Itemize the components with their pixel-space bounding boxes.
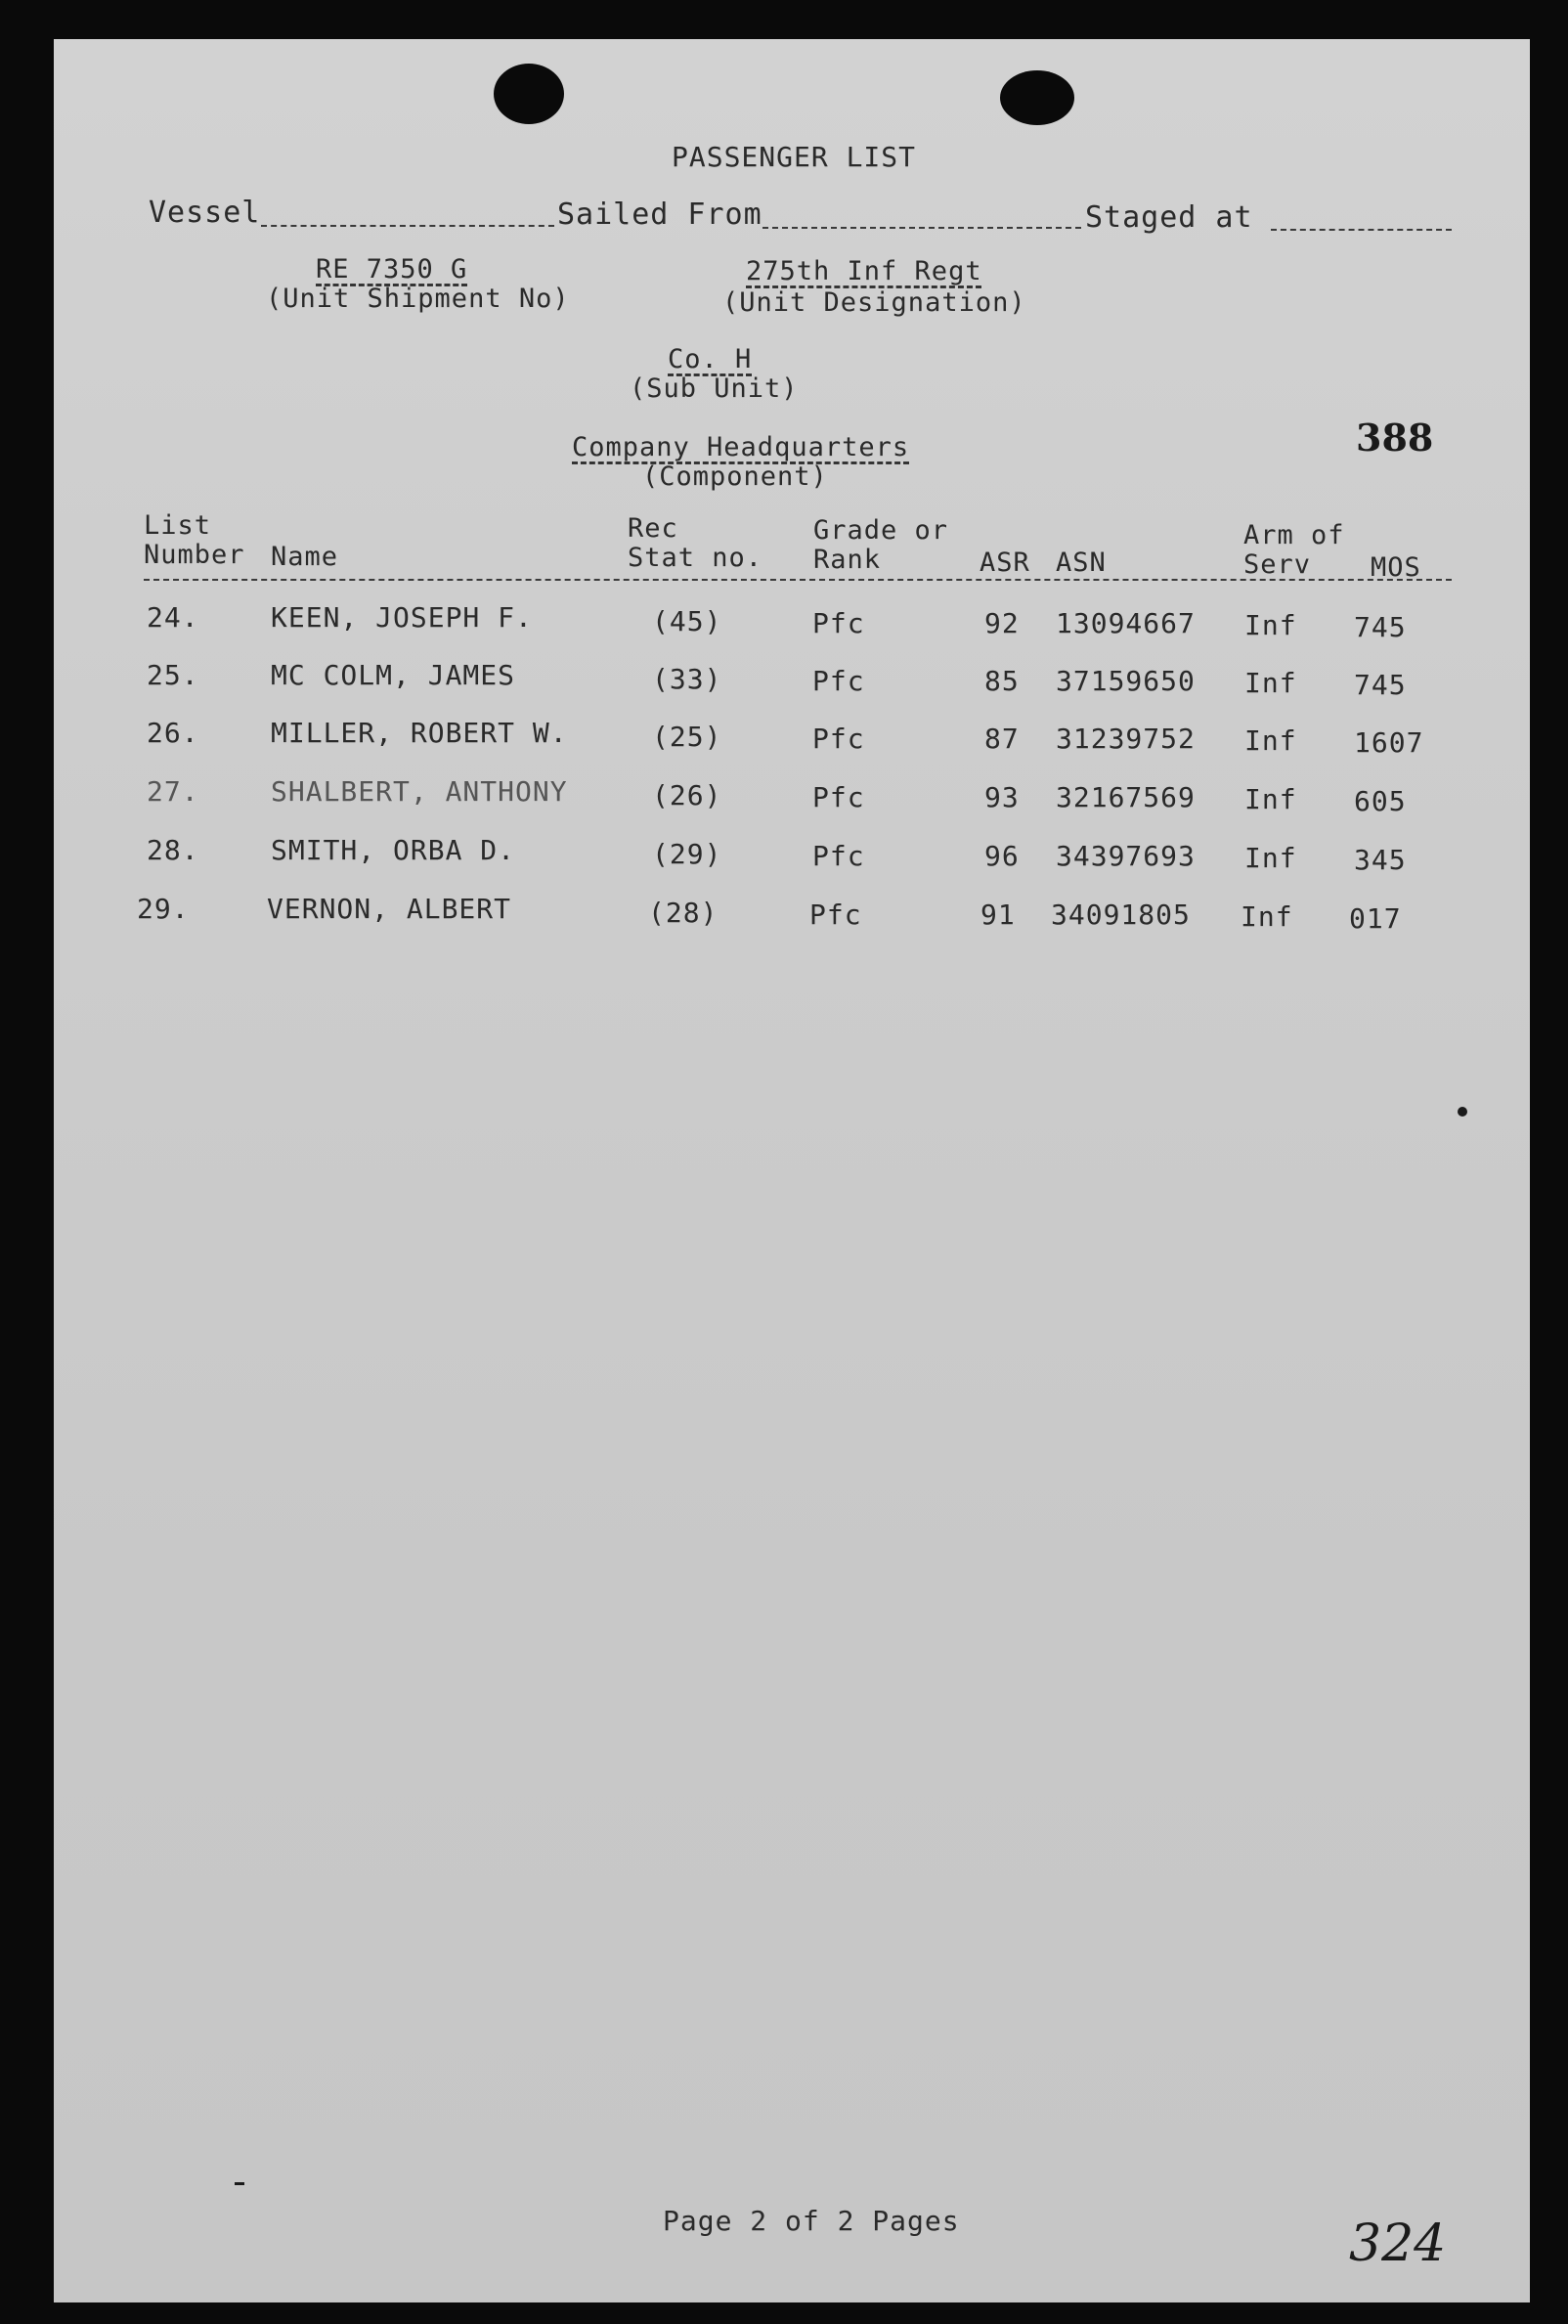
- unit-designation: 275th Inf Regt: [746, 256, 982, 286]
- row-asn: 13094667: [1056, 607, 1196, 639]
- row-mos: 345: [1354, 844, 1407, 876]
- row-mos: 745: [1354, 611, 1407, 643]
- handwritten-number: 324: [1349, 2214, 1447, 2273]
- row-mos: 1607: [1354, 726, 1424, 759]
- row-number: 28.: [147, 834, 199, 866]
- row-mos: 605: [1354, 785, 1407, 817]
- staged-at-field: [1271, 229, 1452, 231]
- row-arm: Inf: [1244, 609, 1297, 641]
- row-arm: Inf: [1244, 667, 1297, 699]
- row-asn: 31239752: [1056, 723, 1196, 755]
- unit-designation-caption: (Unit Designation): [722, 287, 1026, 318]
- row-asr: 91: [980, 899, 1016, 931]
- row-rec: (25): [652, 721, 722, 753]
- table-row: [54, 601, 1530, 643]
- header-rank: Rank: [813, 545, 882, 575]
- row-name: SHALBERT, ANTHONY: [271, 775, 568, 808]
- row-mos: 745: [1354, 669, 1407, 701]
- header-arm: Arm of: [1243, 520, 1345, 550]
- header-mos: MOS: [1371, 552, 1421, 583]
- row-mos: 017: [1349, 902, 1402, 935]
- row-asn: 34397693: [1056, 840, 1196, 872]
- row-asn: 34091805: [1051, 899, 1191, 931]
- row-name: SMITH, ORBA D.: [271, 834, 516, 866]
- row-grade: Pfc: [812, 781, 865, 813]
- component: Company Headquarters: [572, 432, 910, 462]
- row-rec: (45): [652, 605, 722, 637]
- header-stat-no: Stat no.: [628, 543, 763, 573]
- document-page: [54, 39, 1530, 2302]
- row-number: 26.: [147, 717, 199, 749]
- table-row: [54, 775, 1530, 817]
- header-asr: ASR: [980, 548, 1030, 578]
- unit-shipment-caption: (Unit Shipment No): [266, 284, 570, 314]
- row-rec: (29): [652, 838, 722, 870]
- row-number: 25.: [147, 659, 199, 691]
- row-grade: Pfc: [812, 723, 865, 755]
- row-name: VERNON, ALBERT: [267, 893, 512, 925]
- row-grade: Pfc: [812, 665, 865, 697]
- row-number: 27.: [147, 775, 199, 808]
- row-name: MILLER, ROBERT W.: [271, 717, 568, 749]
- punch-hole-right: [1000, 70, 1074, 125]
- row-arm: Inf: [1244, 842, 1297, 874]
- row-asr: 85: [984, 665, 1020, 697]
- header-rule: [144, 579, 1452, 581]
- vessel-field: [261, 225, 554, 227]
- row-name: MC COLM, JAMES: [271, 659, 516, 691]
- row-grade: Pfc: [812, 607, 865, 639]
- row-asr: 96: [984, 840, 1020, 872]
- row-arm: Inf: [1241, 900, 1293, 933]
- row-asn: 37159650: [1056, 665, 1196, 697]
- header-number: Number: [144, 540, 245, 570]
- header-asn: ASN: [1056, 548, 1107, 578]
- ink-speck: [235, 2182, 244, 2185]
- header-serv: Serv: [1243, 549, 1312, 580]
- table-row: [54, 893, 1530, 935]
- table-row: [54, 659, 1530, 701]
- row-asr: 92: [984, 607, 1020, 639]
- sub-unit: Co. H: [668, 344, 753, 374]
- row-arm: Inf: [1244, 724, 1297, 757]
- sailed-from-field: [762, 227, 1081, 229]
- header-list: List: [144, 510, 212, 541]
- component-caption: (Component): [642, 461, 828, 492]
- row-asn: 32167569: [1056, 781, 1196, 813]
- row-rec: (33): [652, 663, 722, 695]
- row-arm: Inf: [1244, 783, 1297, 815]
- ink-speck: [1458, 1107, 1467, 1117]
- form-title: PASSENGER LIST: [672, 141, 917, 173]
- row-number: 24.: [147, 601, 199, 634]
- header-rec: Rec: [628, 513, 678, 544]
- row-rec: (26): [652, 779, 722, 811]
- row-number: 29.: [137, 893, 190, 925]
- sub-unit-caption: (Sub Unit): [630, 373, 799, 404]
- row-rec: (28): [648, 897, 719, 929]
- table-row: [54, 717, 1530, 759]
- header-name: Name: [271, 542, 339, 572]
- row-asr: 87: [984, 723, 1020, 755]
- punch-hole-left: [494, 64, 564, 124]
- sailed-from-label: Sailed From: [557, 197, 762, 232]
- unit-shipment-number: RE 7350 G: [316, 254, 468, 285]
- row-grade: Pfc: [809, 899, 862, 931]
- row-name: KEEN, JOSEPH F.: [271, 601, 533, 634]
- header-grade: Grade or: [813, 515, 949, 546]
- vessel-label: Vessel: [149, 196, 261, 230]
- row-asr: 93: [984, 781, 1020, 813]
- table-row: [54, 834, 1530, 876]
- page-indicator: Page 2 of 2 Pages: [663, 2205, 960, 2237]
- row-grade: Pfc: [812, 840, 865, 872]
- staged-at-label: Staged at: [1085, 200, 1253, 235]
- document-number: 388: [1356, 416, 1434, 460]
